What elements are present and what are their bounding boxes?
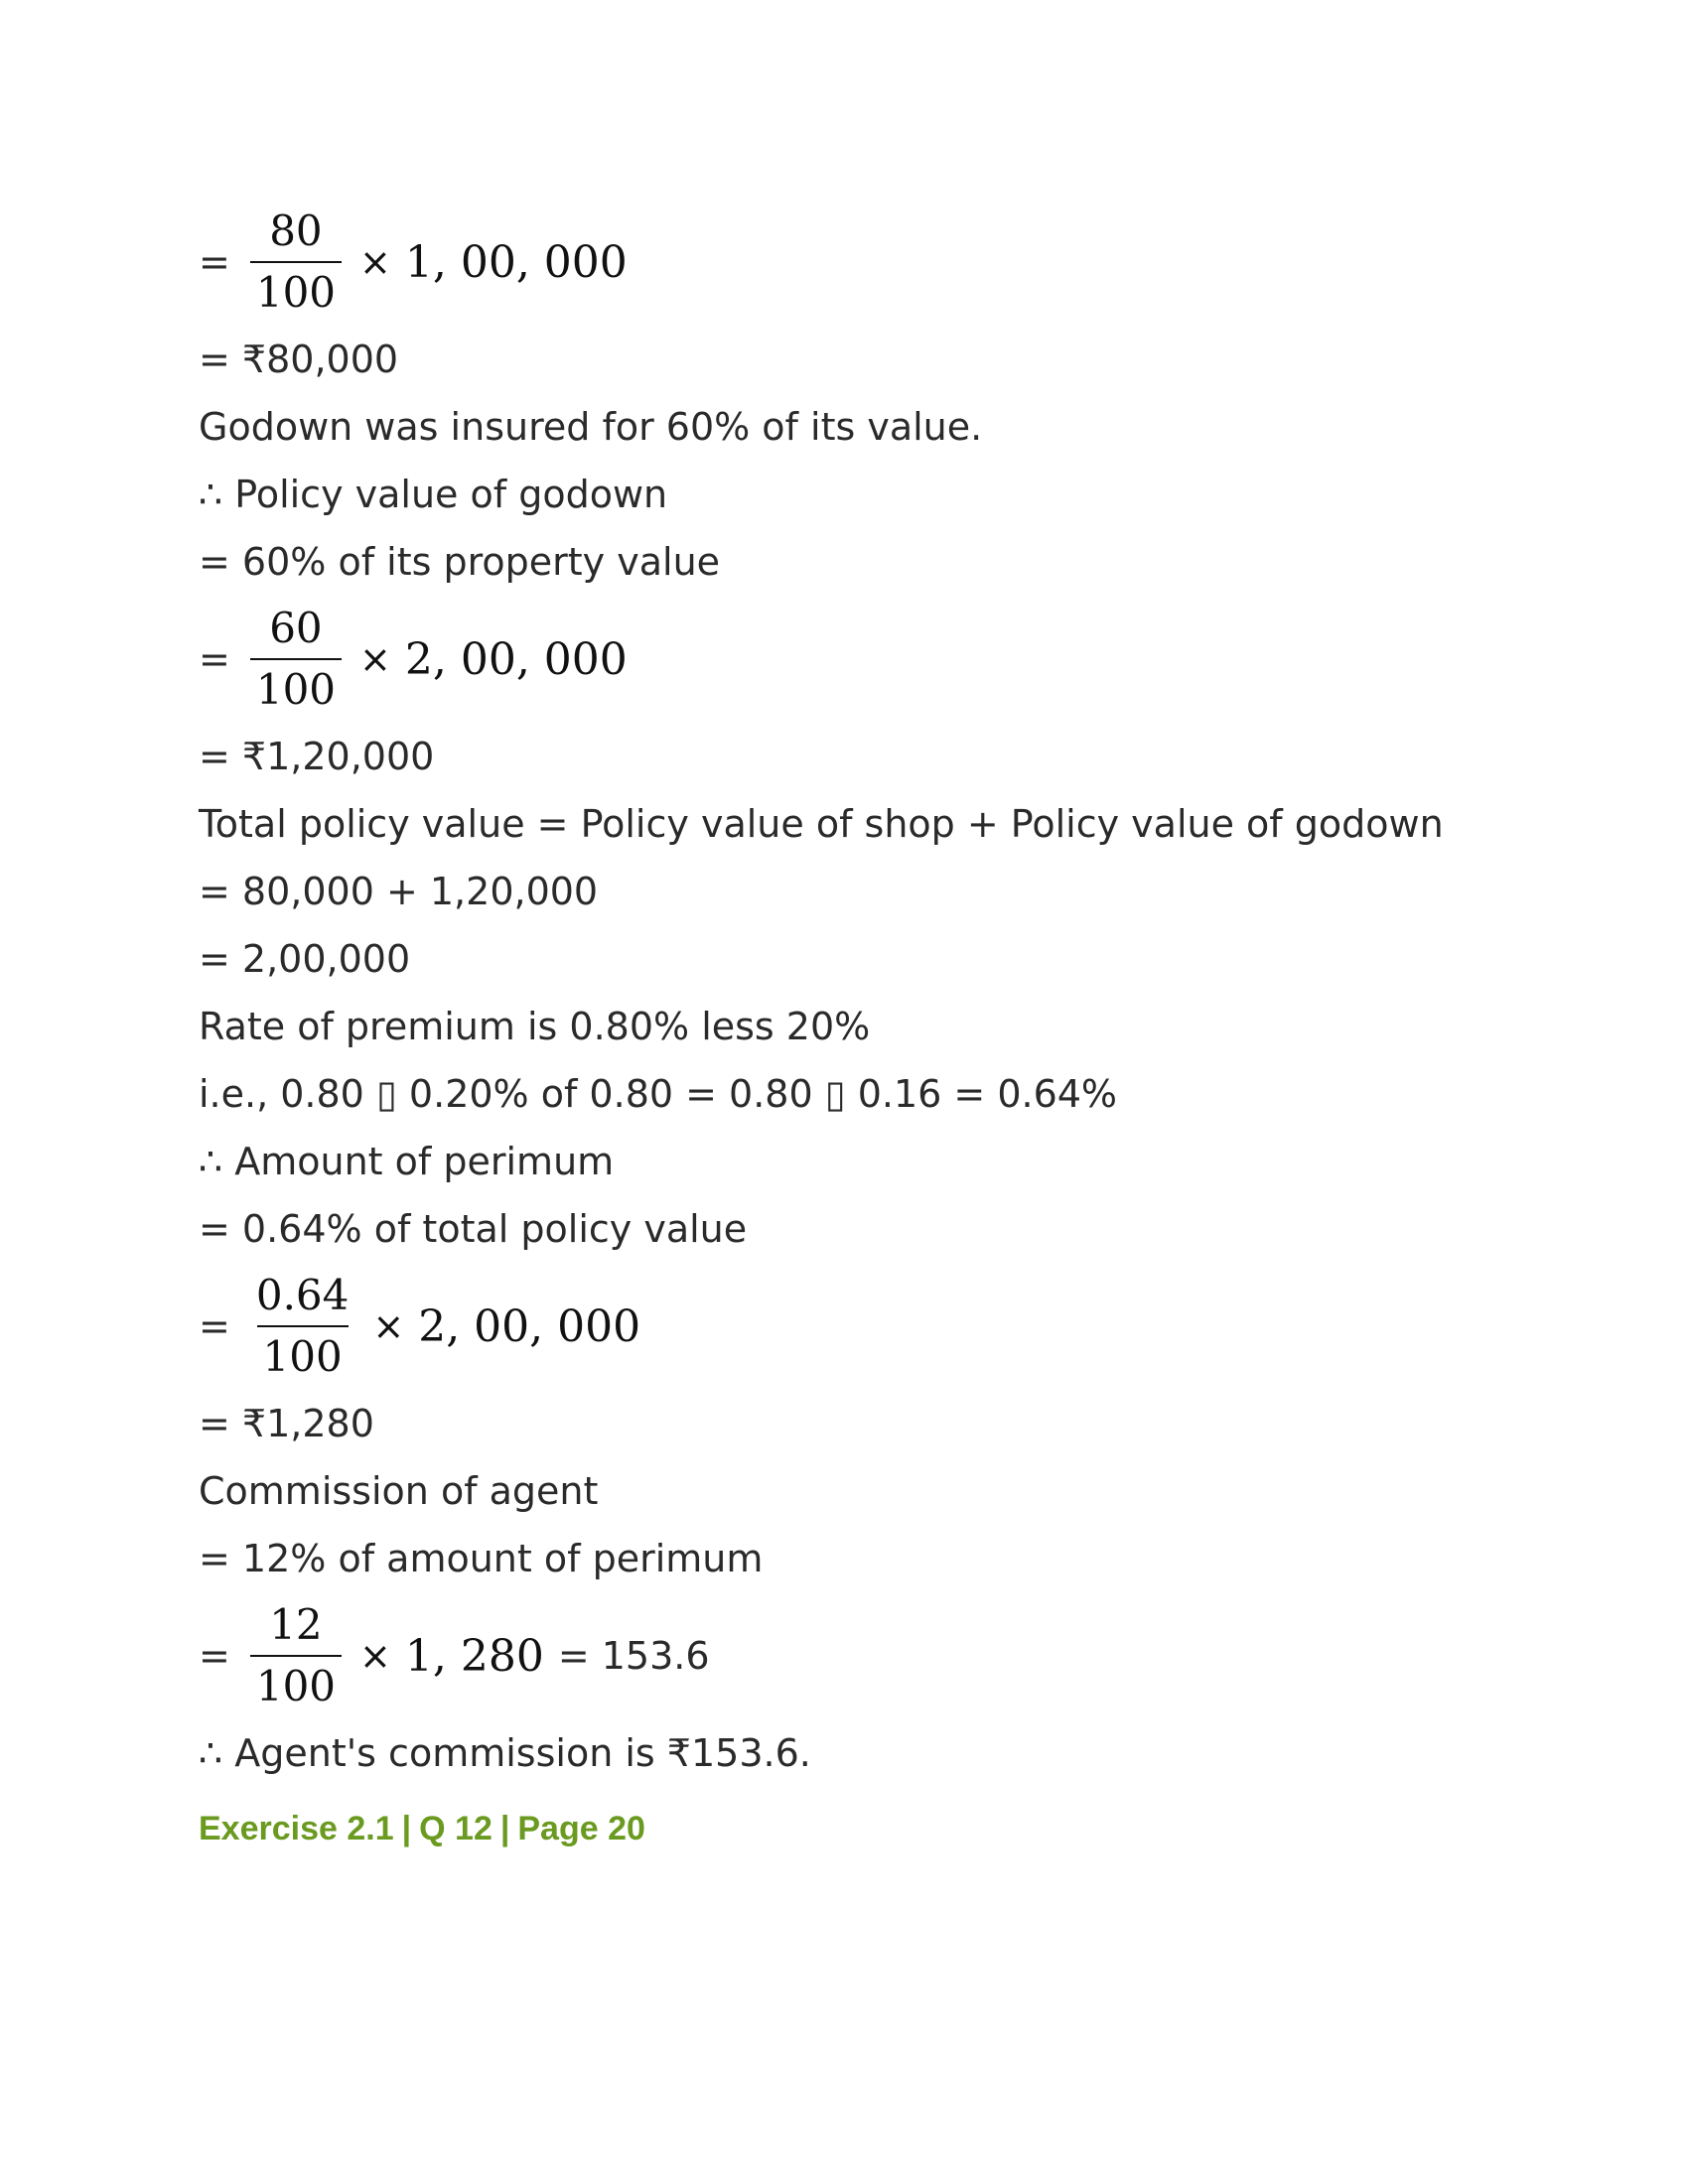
- premium-amount-result: = ₹1,280: [199, 1402, 374, 1445]
- page-label[interactable]: Page 20: [517, 1810, 645, 1847]
- multiplier: 2, 00, 000: [418, 1300, 641, 1352]
- denominator: 100: [250, 261, 342, 319]
- numerator: 60: [269, 604, 323, 652]
- fraction: [250, 603, 342, 716]
- separator: |: [401, 1810, 412, 1847]
- separator: |: [499, 1810, 510, 1847]
- solution-body: [199, 199, 1489, 1856]
- exercise-label[interactable]: Exercise 2.1: [199, 1810, 394, 1847]
- godown-policy-heading: ∴ Policy value of godown: [199, 473, 668, 516]
- equals-sign: =: [199, 1304, 230, 1348]
- premium-amount-formula: [199, 1263, 1489, 1390]
- multiplier: 1, 00, 000: [404, 236, 628, 288]
- premium-amount-step: = 0.64% of total policy value: [199, 1207, 748, 1251]
- godown-insured-statement: Godown was insured for 60% of its value.: [199, 405, 983, 449]
- premium-amount-heading: ∴ Amount of perimum: [199, 1140, 615, 1183]
- times-sign: ×: [359, 1634, 391, 1678]
- commission-conclusion: ∴ Agent's commission is ₹153.6.: [199, 1731, 811, 1775]
- fraction: [250, 1270, 355, 1383]
- shop-policy-formula: [199, 199, 1489, 326]
- total-policy-definition: Total policy value = Policy value of shop + Policy value of godown: [199, 802, 1444, 846]
- denominator: 100: [250, 658, 342, 716]
- multiplier: 1, 280: [404, 1630, 544, 1682]
- commission-value: = 153.6: [557, 1634, 710, 1678]
- total-policy-step: = 80,000 + 1,20,000: [199, 870, 599, 913]
- godown-policy-step: = 60% of its property value: [199, 540, 721, 584]
- fraction: [250, 1599, 342, 1712]
- commission-heading: Commission of agent: [199, 1469, 599, 1513]
- shop-policy-result: = ₹80,000: [199, 338, 399, 381]
- fraction: [250, 205, 342, 319]
- premium-rate-calculation: i.e., 0.80 ▯ 0.20% of 0.80 = 0.80 ▯ 0.16 = 0.64%: [199, 1072, 1118, 1116]
- numerator: 0.64: [255, 1271, 350, 1319]
- times-sign: ×: [359, 240, 391, 284]
- exercise-reference[interactable]: [199, 1801, 1489, 1856]
- times-sign: ×: [359, 637, 391, 681]
- multiplier: 2, 00, 000: [404, 633, 628, 685]
- godown-policy-formula: [199, 596, 1489, 723]
- total-policy-result: = 2,00,000: [199, 937, 411, 981]
- question-label[interactable]: Q 12: [419, 1810, 492, 1847]
- equals-sign: =: [199, 1634, 230, 1678]
- denominator: 100: [250, 1655, 342, 1712]
- equals-sign: =: [199, 637, 230, 681]
- commission-step: = 12% of amount of perimum: [199, 1537, 764, 1580]
- premium-rate-statement: Rate of premium is 0.80% less 20%: [199, 1005, 871, 1048]
- times-sign: ×: [372, 1304, 405, 1348]
- godown-policy-result: = ₹1,20,000: [199, 735, 435, 778]
- denominator: 100: [257, 1325, 349, 1383]
- numerator: 12: [269, 1600, 323, 1649]
- equals-sign: =: [199, 240, 230, 284]
- numerator: 80: [269, 206, 323, 255]
- commission-formula: [199, 1592, 1489, 1719]
